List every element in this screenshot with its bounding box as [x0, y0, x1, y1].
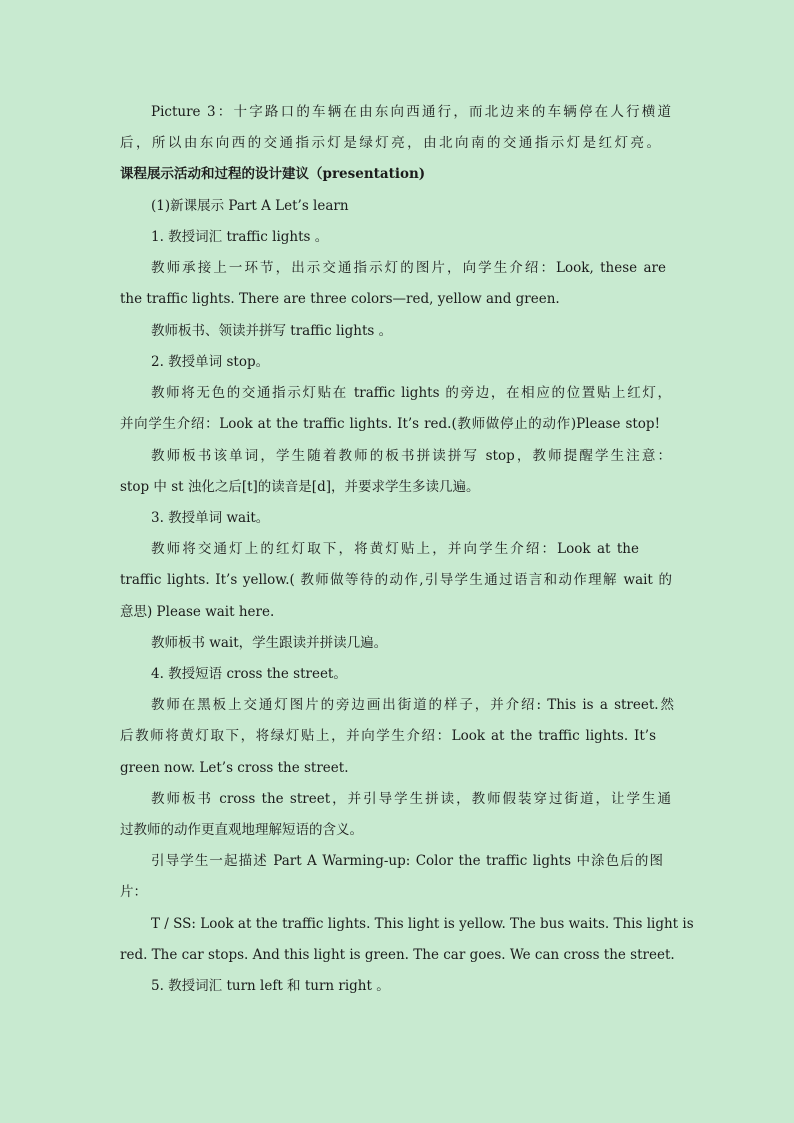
- step-item: 2. 教授单词 stop。: [151, 354, 270, 370]
- paragraph-line: stop 中 st 浊化之后[t]的读音是[d]，并要求学生多读几遍。: [120, 479, 480, 495]
- paragraph-line: green now. Let’s cross the street.: [120, 760, 349, 776]
- paragraph-line: 教师将无色的交通指示灯贴在 traffic lights 的旁边，在相应的位置贴上红灯，: [151, 385, 671, 401]
- paragraph-line: the traffic lights. There are three colors—red, yellow and green.: [120, 291, 560, 307]
- step-item: 1. 教授词汇 traffic lights 。: [151, 229, 329, 245]
- step-item: 5. 教授词汇 turn left 和 turn right 。: [151, 978, 390, 994]
- paragraph-line: traffic lights. It’s yellow.( 教师做等待的动作,引导学生通过语言和动作理解 wait 的: [120, 572, 672, 588]
- paragraph-line: 教师在黑板上交通灯图片的旁边画出街道的样子，并介绍: This is a street.然: [151, 697, 674, 713]
- paragraph-line: 引导学生一起描述 Part A Warming-up: Color the traffic lights 中涂色后的图: [151, 853, 663, 869]
- paragraph-line: 并向学生介绍：Look at the traffic lights. It’s red.(教师做停止的动作)Please stop!: [120, 416, 660, 432]
- paragraph-line: 后，所以由东向西的交通指示灯是绿灯亮，由北向南的交通指示灯是红灯亮。: [120, 135, 660, 151]
- paragraph-line: 教师将交通灯上的红灯取下，将黄灯贴上，并向学生介绍：Look at the: [151, 541, 639, 557]
- paragraph-line: 教师承接上一环节，出示交通指示灯的图片，向学生介绍：Look, these are: [151, 260, 666, 276]
- paragraph-line: 教师板书 wait，学生跟读并拼读几遍。: [151, 635, 388, 651]
- subsection-title: (1)新课展示 Part A Let’s learn: [151, 198, 349, 214]
- paragraph-line: 意思) Please wait here.: [120, 604, 275, 620]
- paragraph-line: 片：: [120, 884, 147, 900]
- paragraph-line: 后教师将黄灯取下，将绿灯贴上，并向学生介绍：Look at the traffic lights. It’s: [120, 728, 656, 744]
- section-heading: 课程展示活动和过程的设计建议（presentation): [120, 166, 426, 182]
- paragraph-line: T / SS: Look at the traffic lights. This light is yellow. The bus waits. This light is: [151, 916, 694, 932]
- paragraph-line: red. The car stops. And this light is green. The car goes. We can cross the street.: [120, 947, 675, 963]
- step-item: 4. 教授短语 cross the street。: [151, 666, 347, 682]
- paragraph-line: 教师板书、领读并拼写 traffic lights 。: [151, 323, 393, 339]
- paragraph-line: Picture 3：十字路口的车辆在由东向西通行，而北边来的车辆停在人行横道: [151, 104, 671, 120]
- step-item: 3. 教授单词 wait。: [151, 510, 270, 526]
- paragraph-line: 教师板书 cross the street，并引导学生拼读，教师假装穿过街道，让学生通: [151, 791, 671, 807]
- paragraph-line: 教师板书该单词，学生随着教师的板书拼读拼写 stop，教师提醒学生注意：: [151, 448, 671, 464]
- paragraph-line: 过教师的动作更直观地理解短语的含义。: [120, 822, 363, 838]
